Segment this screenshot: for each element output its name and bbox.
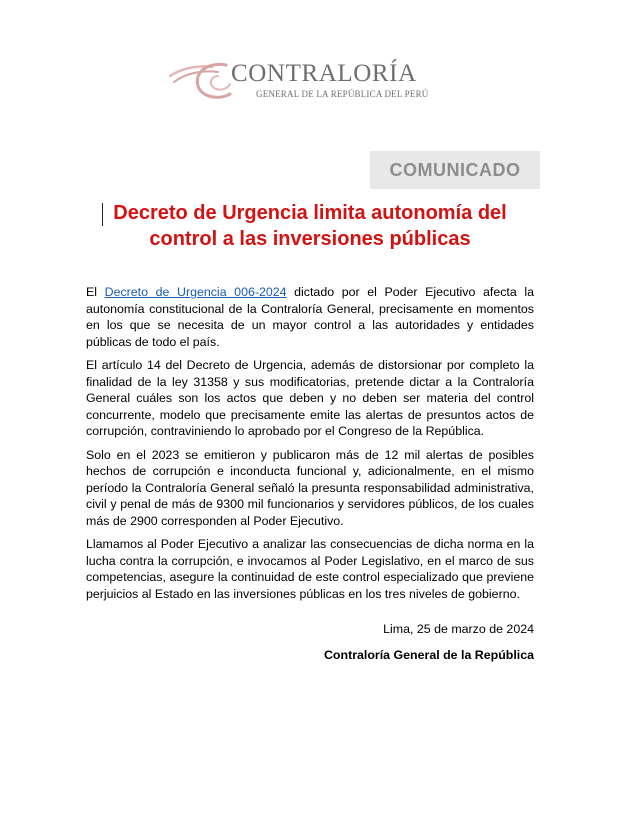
logo-subtitle: GENERAL DE LA REPÚBLICA DEL PERÚ: [256, 89, 429, 99]
logo-title: CONTRALORÍA: [231, 60, 417, 87]
statement-body: [86, 284, 534, 609]
paragraph-1-rest: dictado por el Poder Ejecutivo afecta la autonomía constitucional de la Contraloría General, precisamente en momentos en los que se necesita de un mayor control a las autoridades y entidades públicas de todo el país.: [86, 285, 534, 349]
paragraph-4: Llamamos al Poder Ejecutivo a analizar las consecuencias de dicha norma en la lucha contra la corrupción, e invocamos al Poder Legislativo, en el marco de sus competencias, asegure la continuidad de este control especializado que previene perjuicios al Estado en las inversiones públicas en los tres niveles de gobierno.: [86, 537, 534, 601]
date-line: Lima, 25 de marzo de 2024: [383, 622, 534, 636]
contraloria-swoosh-icon: [168, 56, 238, 102]
paragraph-1-prefix: El: [86, 285, 105, 299]
paragraph-3: Solo en el 2023 se emitieron y publicaron más de 12 mil alertas de posibles hechos de corrupción e inconducta funcional y, adicionalmente, en el mismo período la Contraloría General señaló la presunta responsabilidad administrativa, civil y penal de más de 9300 mil funcionarios y servidores públicos, de los cuales más de 2900 corresponden al Poder Ejecutivo.: [86, 447, 534, 528]
paragraph-1: [86, 284, 534, 350]
paragraph-2: El artículo 14 del Decreto de Urgencia, además de distorsionar por completo la finalidad de la ley 31358 y sus modificatorias, pretende dictar a la Contraloría General cuáles son los actos que deben y no deben ser materia del control concurrente, modelo que precisamente emite las alertas de presuntos actos de corrupción, contraviniendo lo aprobado por el Congreso de la República.: [86, 358, 534, 438]
headline-line-1: Decreto de Urgencia limita autonomía del: [113, 202, 507, 224]
contraloria-logo: [168, 54, 430, 104]
headline: [84, 200, 536, 252]
comunicado-badge: COMUNICADO: [370, 151, 540, 189]
headline-line-2: control a las inversiones públicas: [149, 228, 471, 250]
signature: Contraloría General de la República: [323, 648, 534, 662]
decreto-link[interactable]: Decreto de Urgencia 006-2024: [104, 285, 287, 299]
